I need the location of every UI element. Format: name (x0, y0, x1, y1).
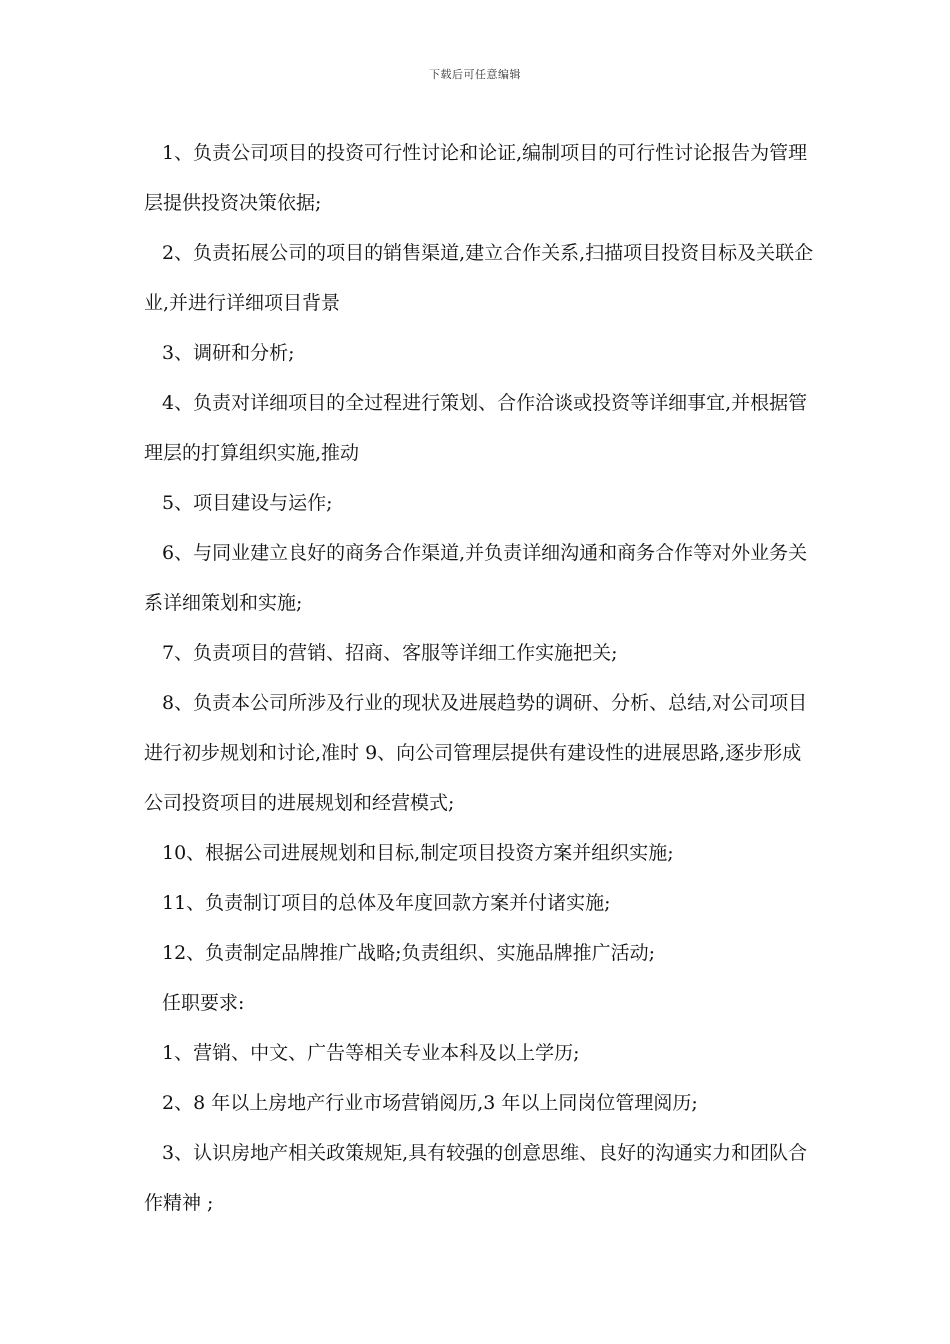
paragraph: 4、负责对详细项目的全过程进行策划、合作洽谈或投资等详细事宜,并根据管理层的打算组织实施,推动 (144, 392, 808, 464)
paragraph: 3、调研和分析; (162, 342, 295, 364)
document-body (144, 128, 814, 1228)
paragraph: 8、负责本公司所涉及行业的现状及进展趋势的调研、分析、总结,对公司项目进行初步规划和讨论,准时 9、向公司管理层提供有建设性的进展思路,逐步形成公司投资项目的进展规划和经营模式; (144, 692, 808, 814)
section-heading: 任职要求: (162, 992, 245, 1014)
paragraph: 1、负责公司项目的投资可行性讨论和论证,编制项目的可行性讨论报告为管理层提供投资决策依据; (144, 142, 808, 214)
paragraph: 7、负责项目的营销、招商、客服等详细工作实施把关; (162, 642, 618, 664)
paragraph: 2、负责拓展公司的项目的销售渠道,建立合作关系,扫描项目投资目标及关联企业,并进行详细项目背景 (144, 242, 814, 314)
paragraph: 2、8 年以上房地产行业市场营销阅历,3 年以上同岗位管理阅历; (162, 1092, 698, 1114)
paragraph: 12、负责制定品牌推广战略;负责组织、实施品牌推广活动; (162, 942, 655, 964)
paragraph: 1、营销、中文、广告等相关专业本科及以上学历; (162, 1042, 580, 1064)
paragraph: 11、负责制订项目的总体及年度回款方案并付诸实施; (162, 892, 611, 914)
paragraph: 3、认识房地产相关政策规矩,具有较强的创意思维、良好的沟通实力和团队合作精神 ; (144, 1142, 808, 1214)
page-header: 下载后可任意编辑 (429, 68, 521, 81)
paragraph: 10、根据公司进展规划和目标,制定项目投资方案并组织实施; (162, 842, 674, 864)
paragraph: 6、与同业建立良好的商务合作渠道,并负责详细沟通和商务合作等对外业务关系详细策划和实施; (144, 542, 808, 614)
paragraph: 5、项目建设与运作; (162, 492, 333, 514)
